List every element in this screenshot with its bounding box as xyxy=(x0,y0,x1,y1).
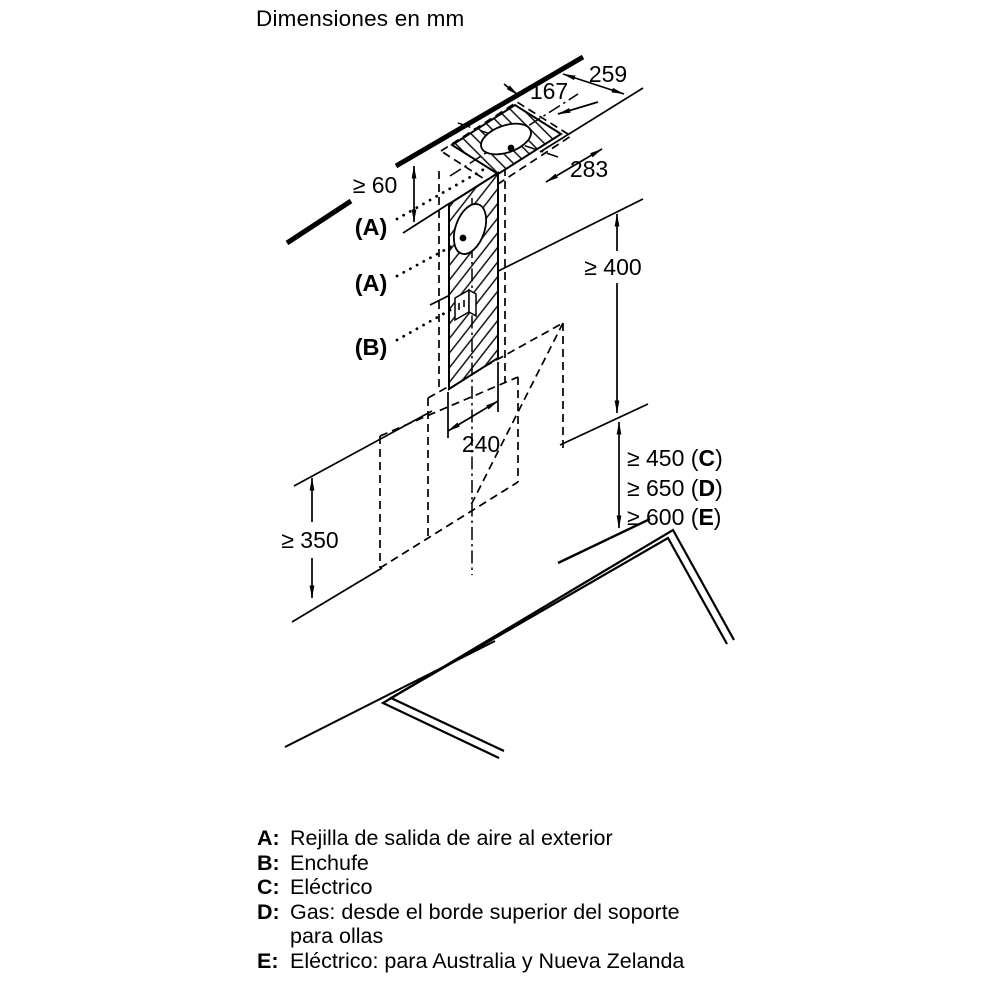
ceiling-clearance-extension-line xyxy=(403,203,450,233)
key-letter-E: E xyxy=(698,504,714,530)
paren: ( xyxy=(684,445,699,471)
dim-value-600: ≥ 600 xyxy=(627,504,685,530)
dim-value-167: 167 xyxy=(529,78,569,104)
page-title: Dimensiones en mm xyxy=(256,6,465,31)
ceiling-line-left xyxy=(287,201,351,243)
side-clearance-top-reference-line xyxy=(294,411,432,486)
dim-value-650: ≥ 650 xyxy=(627,475,685,501)
paren: ( xyxy=(684,475,699,501)
dim-value-60: ≥ 60 xyxy=(352,172,398,198)
ceiling-duct-center-dot xyxy=(508,145,515,152)
legend-text-B: Enchufe xyxy=(290,850,369,875)
paren: ) xyxy=(713,504,722,530)
dim-value-450: ≥ 450 xyxy=(627,445,685,471)
legend-item-A xyxy=(257,826,737,851)
legend-item-C xyxy=(257,875,737,900)
paren: ) xyxy=(715,475,723,501)
callout-air-outlet-ceiling: (A) xyxy=(354,214,388,240)
dim-value-450-C xyxy=(627,445,723,471)
side-clearance-bottom-reference-line xyxy=(292,568,382,622)
dim-value-283: 283 xyxy=(569,156,609,182)
legend-key-B: B: xyxy=(257,850,280,875)
hood-bottom-reference-line xyxy=(560,404,648,445)
legend-text-D: Gas: desde el borde superior del soporte para ollas xyxy=(290,899,680,948)
dim-line-167-left xyxy=(504,84,518,95)
dim-value-600-E xyxy=(627,504,721,530)
dim-value-400: ≥ 400 xyxy=(584,254,642,280)
legend xyxy=(257,826,737,973)
dim-line-240 xyxy=(448,401,498,431)
hob-outline-inner xyxy=(391,538,727,751)
legend-item-D xyxy=(257,900,737,949)
leader-socket xyxy=(397,309,452,340)
legend-key-E: E: xyxy=(257,948,279,973)
legend-item-E xyxy=(257,949,737,974)
key-letter-C: C xyxy=(698,445,716,471)
dim-value-350: ≥ 350 xyxy=(281,527,339,553)
dim-value-650-D xyxy=(627,475,723,501)
legend-item-B xyxy=(257,851,737,876)
socket-side-face xyxy=(469,290,476,316)
reference-lines xyxy=(285,88,650,747)
legend-key-A: A: xyxy=(257,826,280,850)
wall-duct-center-dot xyxy=(460,235,467,242)
paren: ( xyxy=(684,504,699,530)
callout-air-outlet-wall: (A) xyxy=(354,270,388,296)
legend-key-C: C: xyxy=(257,875,280,899)
callout-socket: (B) xyxy=(354,334,388,360)
paren: ) xyxy=(715,445,723,471)
legend-text-A: Rejilla de salida de aire al exterior xyxy=(290,826,613,850)
key-letter-D: D xyxy=(698,475,716,501)
legend-text-C: Eléctrico xyxy=(290,875,373,899)
legend-key-D: D: xyxy=(257,899,280,924)
hood-front-bottom-edge xyxy=(380,482,518,568)
dim-value-240: 240 xyxy=(461,431,501,457)
hob-outline xyxy=(383,530,734,758)
dim-value-259: 259 xyxy=(588,61,628,87)
legend-text-E: Eléctrico: para Australia y Nueva Zelanda xyxy=(290,948,685,973)
leader-air-outlet-wall xyxy=(397,246,452,276)
